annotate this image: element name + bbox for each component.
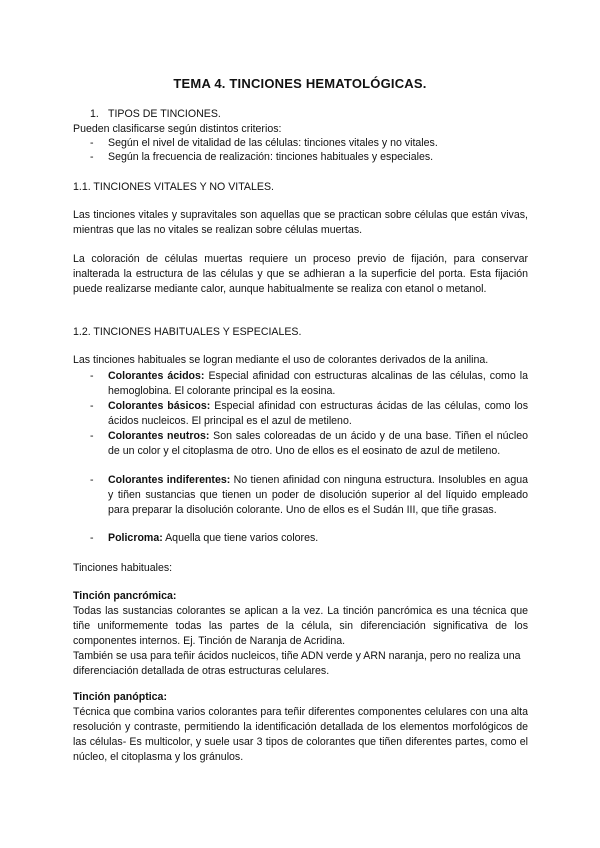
- dash-bullet: -: [90, 370, 94, 382]
- dye-term: Colorantes básicos:: [108, 400, 211, 412]
- paragraph: También se usa para teñir ácidos nucleicos, tiñe ADN verde y ARN naranja, pero no realiza una diferenciación detallada de otras estructuras celulares.: [73, 650, 521, 677]
- dye-item: [108, 399, 528, 429]
- criteria-item: Según el nivel de vitalidad de las células: tinciones vitales y no vitales.: [108, 137, 438, 149]
- dye-term: Colorantes indiferentes:: [108, 474, 231, 486]
- dash-bullet: -: [90, 532, 94, 544]
- dye-item: [108, 473, 528, 518]
- dye-item: [108, 531, 528, 546]
- subsection-heading: 1.2. TINCIONES HABITUALES Y ESPECIALES.: [73, 326, 302, 338]
- dye-text: Especial afinidad con estructuras ácidas de las células, como los ácidos nucleicos. El principal es el azul de metileno.: [108, 400, 528, 427]
- section-intro: Pueden clasificarse según distintos criterios:: [73, 123, 282, 135]
- dash-bullet: -: [90, 137, 94, 149]
- dye-text: Especial afinidad con estructuras alcalinas de las células, como la hemoglobina. El colorante principal es la eosina.: [108, 370, 528, 397]
- paragraph: Técnica que combina varios colorantes para teñir diferentes componentes celulares con una alta resolución y contraste, permitiendo la identificación detallada de los elementos morfológicos de las células- Es multicolor, y suele usar 3 tipos de colorantes que tiñen diferentes partes, como el núcleo, el citoplasma y los gránulos.: [73, 706, 528, 763]
- dye-term: Colorantes ácidos:: [108, 370, 205, 382]
- paragraph: Todas las sustancias colorantes se aplican a la vez. La tinción pancrómica es una técnica que tiñe uniformemente todas las partes de la célula, sin diferenciación significativa de los componentes internos. Ej. Tinción de Naranja de Acridina.: [73, 605, 528, 647]
- paragraph: Las tinciones vitales y supravitales son aquellas que se practican sobre células que están vivas, mientras que las no vitales se realizan sobre células muertas.: [73, 209, 528, 236]
- dye-text: Aquella que tiene varios colores.: [162, 532, 319, 544]
- page-title: TEMA 4. TINCIONES HEMATOLÓGICAS.: [173, 76, 427, 91]
- dash-bullet: -: [90, 151, 94, 163]
- dye-text: Son sales coloreadas de un ácido y de una base. Tiñen el núcleo de un color y el citoplasma de otro. Uno de ellos es el eosinato de azul de metileno.: [108, 430, 528, 457]
- subheading-pancromica: Tinción pancrómica:: [73, 590, 177, 602]
- section-number: 1.: [90, 108, 99, 120]
- dash-bullet: -: [90, 400, 94, 412]
- subsection-heading: 1.1. TINCIONES VITALES Y NO VITALES.: [73, 181, 274, 193]
- dye-text: No tienen afinidad con ninguna estructura. Insolubles en agua y tiñen sustancias que tienen un poder de disolución superior al del líquido empleado para preparar la disolución colorante. Uno de ellos es el Sudán III, que tiñe grasas.: [108, 474, 528, 516]
- subheading-panoptica: Tinción panóptica:: [73, 691, 167, 703]
- dye-item: [108, 429, 528, 459]
- section-heading: TIPOS DE TINCIONES.: [108, 108, 221, 120]
- dye-term: Policroma:: [108, 532, 163, 544]
- dye-item: [108, 369, 528, 399]
- paragraph: Las tinciones habituales se logran mediante el uso de colorantes derivados de la anilina.: [73, 354, 489, 366]
- paragraph: La coloración de células muertas requiere un proceso previo de fijación, para conservar inalterada la estructura de las células y que se adhieran a la superficie del porta. Esta fijación puede realizarse mediante calor, aunque habitualmente se realiza con etanol o metanol.: [73, 253, 528, 295]
- criteria-item: Según la frecuencia de realización: tinciones habituales y especiales.: [108, 151, 434, 163]
- habituales-label: Tinciones habituales:: [73, 562, 173, 574]
- dye-term: Colorantes neutros:: [108, 430, 210, 442]
- dash-bullet: -: [90, 430, 94, 442]
- dash-bullet: -: [90, 474, 94, 486]
